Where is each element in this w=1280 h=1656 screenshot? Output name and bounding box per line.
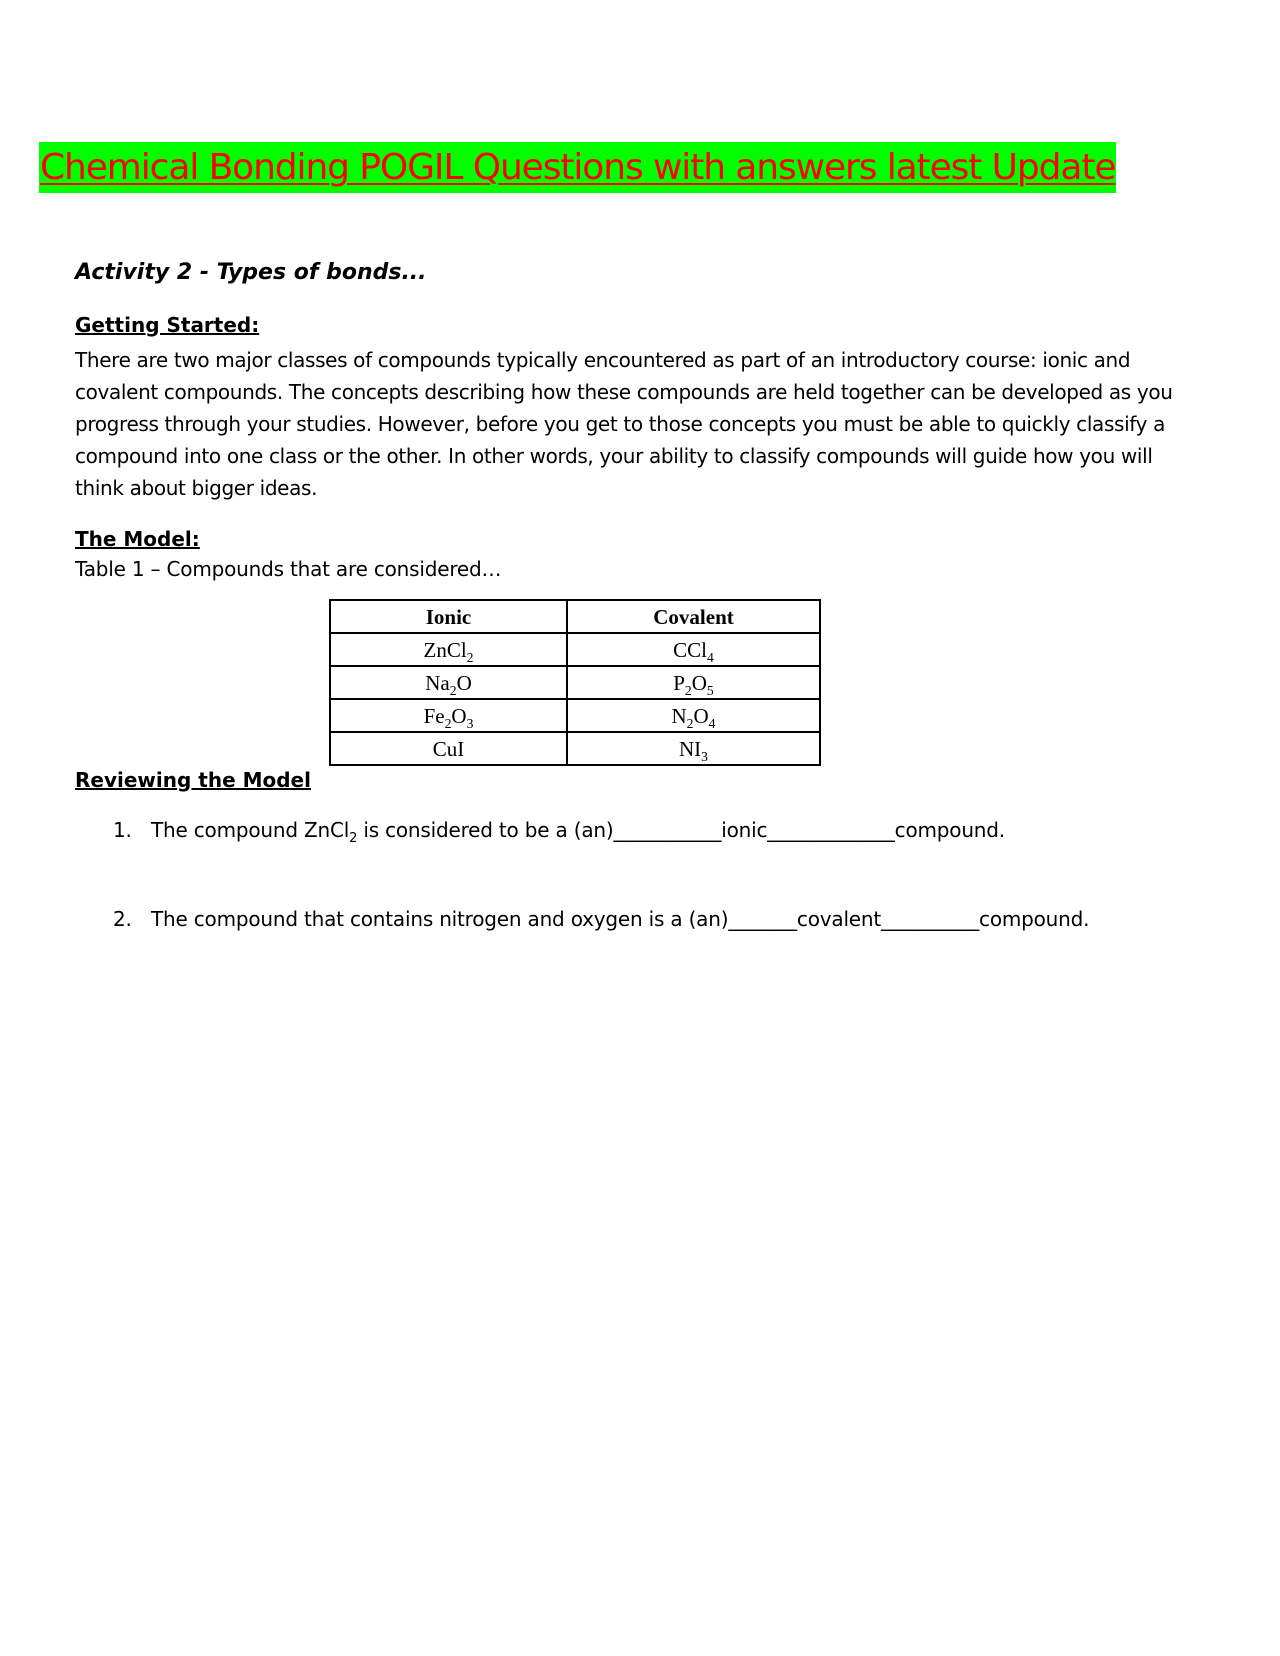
ionic-compound-cell — [330, 732, 567, 765]
formula-base: Fe — [423, 703, 445, 728]
getting-started-heading: Getting Started: — [75, 313, 260, 337]
formula-base: NI — [679, 736, 702, 761]
formula-sub2: 5 — [706, 682, 714, 698]
ionic-compound-cell — [330, 633, 567, 666]
table-row — [330, 732, 820, 765]
formula-sub: 4 — [707, 649, 714, 665]
document-title: Chemical Bonding POGIL Questions with answers latest Update — [39, 142, 1116, 193]
covalent-compound-cell — [567, 699, 820, 732]
question-text-before: The compound that contains nitrogen and oxygen is a (an)_______covalent__________compound. — [151, 907, 1090, 931]
compound-table — [329, 599, 821, 766]
formula-tail: O — [691, 670, 707, 695]
ionic-compound-cell — [330, 699, 567, 732]
formula-sub: 2 — [466, 649, 474, 665]
formula-sub: 3 — [701, 748, 708, 764]
formula-base: P — [673, 670, 685, 695]
formula-tail: O — [451, 703, 467, 728]
formula-base: Na — [425, 670, 450, 695]
question-number: 2. — [113, 907, 132, 931]
table-row — [330, 666, 820, 699]
formula-sub: 2 — [684, 682, 692, 698]
formula-base: ZnCl — [423, 637, 467, 662]
question-2 — [113, 907, 1089, 931]
formula-tail: O — [693, 703, 709, 728]
activity-heading: Activity 2 - Types of bonds... — [75, 260, 427, 285]
question-text-before: The compound ZnCl — [151, 818, 350, 842]
covalent-compound-cell — [567, 666, 820, 699]
formula-base: N — [671, 703, 687, 728]
formula-sub2: 3 — [466, 715, 474, 731]
formula-sub2: 4 — [708, 715, 716, 731]
model-heading: The Model: — [75, 527, 200, 551]
reviewing-heading: Reviewing the Model — [75, 768, 311, 792]
covalent-compound-cell — [567, 732, 820, 765]
table-header-ionic: Ionic — [330, 600, 567, 633]
table-caption: Table 1 – Compounds that are considered… — [75, 557, 502, 581]
formula-sub: 2 — [686, 715, 694, 731]
formula-base: CuI — [432, 736, 465, 761]
question-subscript: 2 — [349, 831, 358, 846]
formula-sub: 2 — [444, 715, 452, 731]
table-row — [330, 699, 820, 732]
table-body — [330, 633, 820, 765]
formula-tail: O — [456, 670, 472, 695]
question-number: 1. — [113, 818, 132, 842]
table-header-row — [330, 600, 820, 633]
table-header-covalent: Covalent — [567, 600, 820, 633]
question-1 — [113, 818, 1005, 846]
intro-paragraph: There are two major classes of compounds typically encountered as part of an introductory course: ionic and covalent compounds. The concepts describing how these compounds are held together can be developed as you progress through your studies. However, before you get to those concepts you must be able to quickly classify a compound into one class or the other. In other words, your ability to classify compounds will guide how you will think about bigger ideas. — [75, 348, 1173, 500]
formula-base: CCl — [673, 637, 708, 662]
question-text-after: is considered to be a (an)___________ionic_____________compound. — [357, 818, 1005, 842]
formula-sub: 2 — [449, 682, 457, 698]
ionic-compound-cell — [330, 666, 567, 699]
table-row — [330, 633, 820, 666]
covalent-compound-cell — [567, 633, 820, 666]
